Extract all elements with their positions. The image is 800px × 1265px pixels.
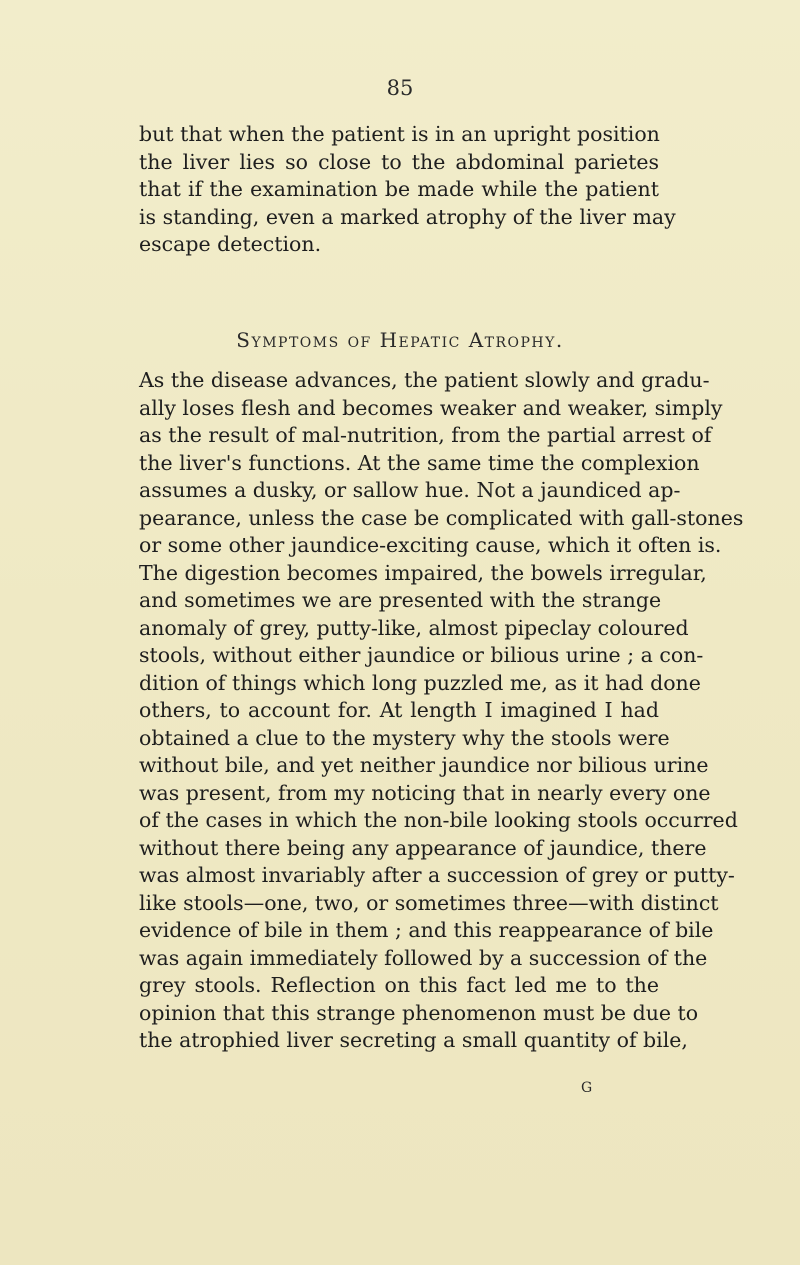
paragraph-1 <box>139 121 676 259</box>
page-number: 85 <box>386 76 414 100</box>
text-line: obtained a clue to the mystery why the stools were <box>139 725 670 750</box>
text-line: others, to account for. At length I imagined I had <box>139 698 659 722</box>
paragraph-2 <box>139 367 744 1055</box>
text-line: ally loses flesh and becomes weaker and weaker, simply <box>139 395 723 420</box>
text-line: pearance, unless the case be complicated with gall-stones <box>139 505 744 530</box>
text-line: The digestion becomes impaired, the bowels irregular, <box>139 560 707 585</box>
text-line: is standing, even a marked atrophy of the liver may <box>139 204 676 229</box>
signature-mark: G <box>581 1080 593 1096</box>
text-line: was present, from my noticing that in nearly every one <box>139 780 711 805</box>
text-line: that if the examination be made while the patient <box>139 177 659 201</box>
text-line: the liver's functions. At the same time the complexion <box>139 450 700 475</box>
text-line: without bile, and yet neither jaundice nor bilious urine <box>139 753 709 777</box>
text-line: of the cases in which the non-bile looking stools occurred <box>139 808 738 832</box>
text-line: but that when the patient is in an upright position <box>139 122 660 146</box>
text-line: grey stools. Reflection on this fact led me to the <box>139 973 659 997</box>
section-heading: Symptoms of Hepatic Atrophy. <box>236 328 564 352</box>
text-line: escape detection. <box>139 232 322 256</box>
text-line: evidence of bile in them ; and this reappearance of bile <box>139 918 714 942</box>
text-line: was again immediately followed by a succession of the <box>139 945 708 970</box>
text-line: stools, without either jaundice or bilious urine ; a con- <box>139 643 704 667</box>
text-line: or some other jaundice-exciting cause, which it often is. <box>139 533 722 557</box>
text-line: dition of things which long puzzled me, as it had done <box>139 670 701 695</box>
text-line: without there being any appearance of jaundice, there <box>139 835 707 860</box>
text-line: opinion that this strange phenomenon must be due to <box>139 1000 699 1025</box>
text-line: was almost invariably after a succession of grey or putty- <box>139 863 735 887</box>
text-line: the atrophied liver secreting a small quantity of bile, <box>139 1028 688 1052</box>
text-line: and sometimes we are presented with the strange <box>139 588 662 612</box>
text-line: As the disease advances, the patient slowly and gradu- <box>139 368 710 392</box>
text-line: as the result of mal-nutrition, from the partial arrest of <box>139 423 712 447</box>
text-line: like stools—one, two, or sometimes three—with distinct <box>139 890 719 915</box>
text-line: assumes a dusky, or sallow hue. Not a jaundiced ap- <box>139 478 681 502</box>
text-line: the liver lies so close to the abdominal parietes <box>139 149 659 174</box>
text-line: anomaly of grey, putty-like, almost pipeclay coloured <box>139 615 689 640</box>
